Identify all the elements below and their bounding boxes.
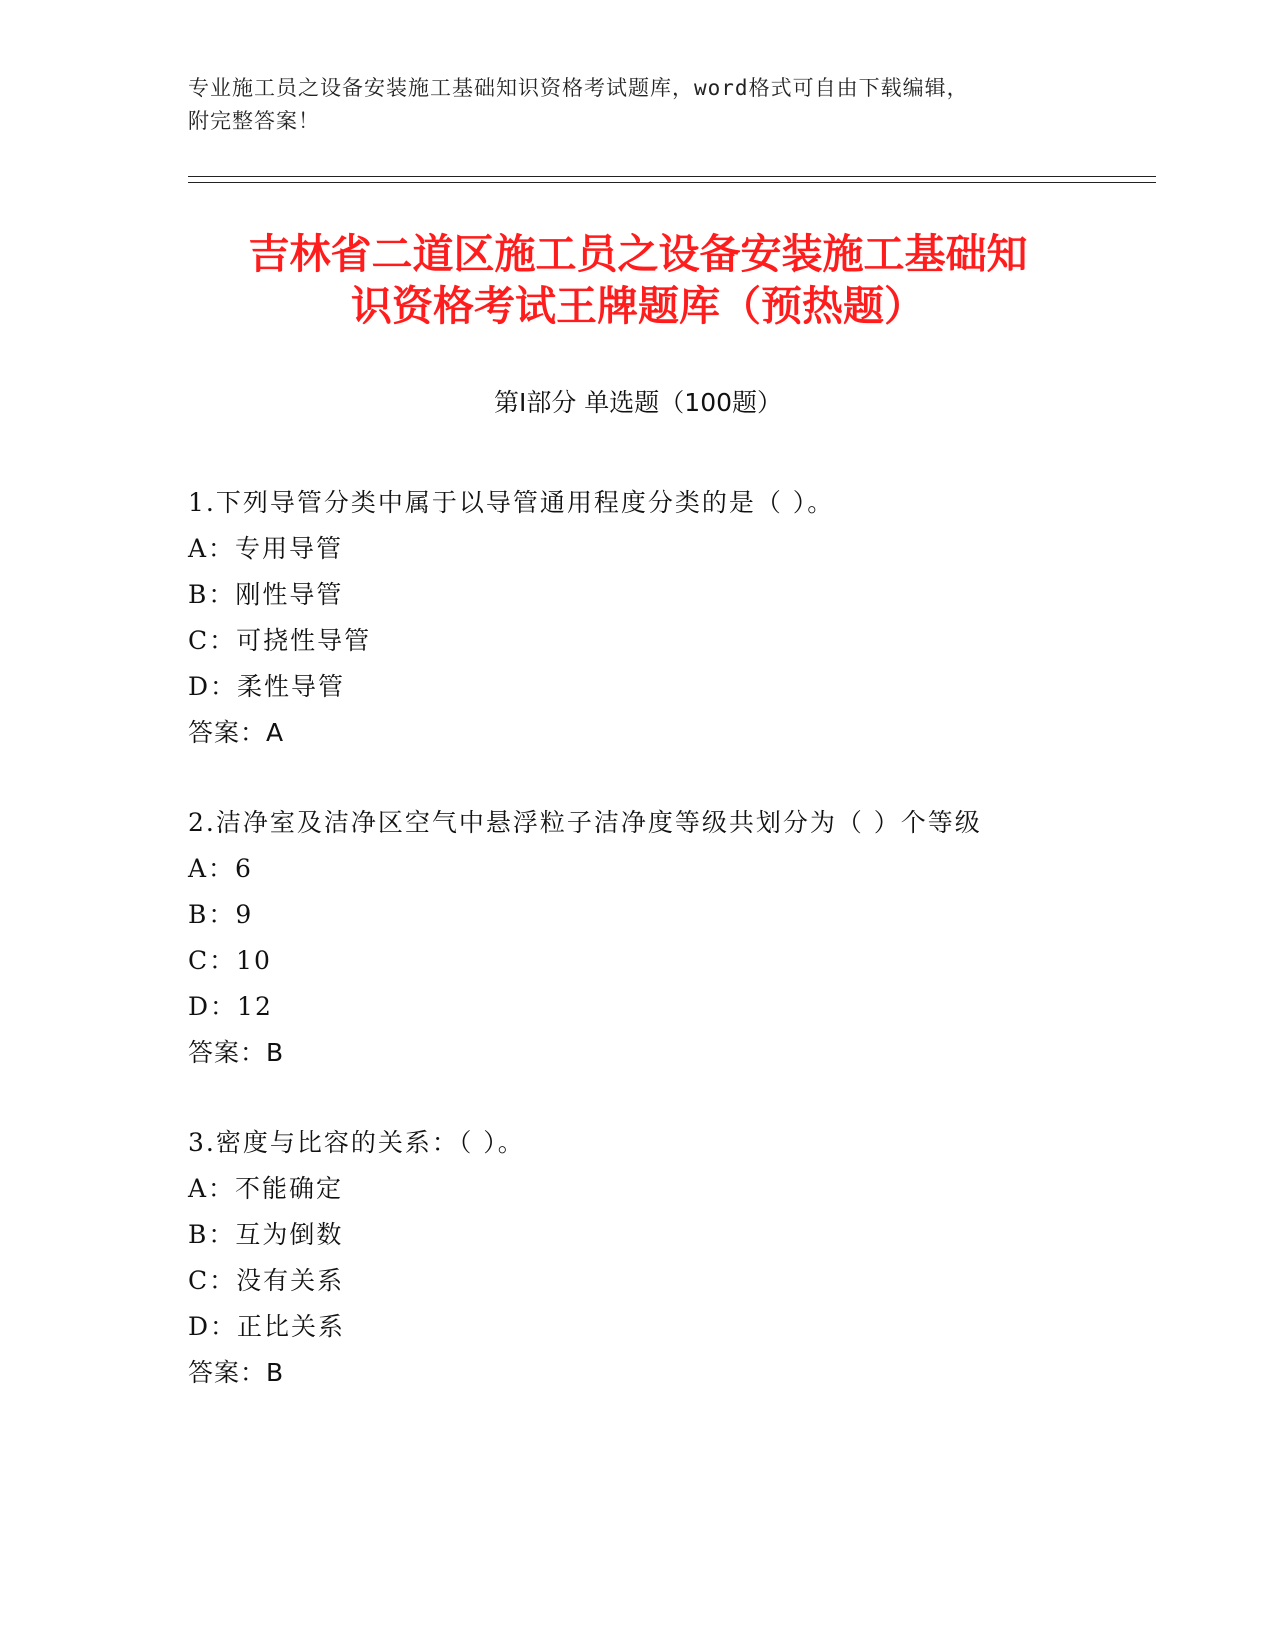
- option-b: B：互为倒数: [188, 1220, 344, 1249]
- option-a: A：不能确定: [188, 1174, 344, 1203]
- option-c: C：没有关系: [188, 1266, 345, 1295]
- header-note-line-1: 专业施工员之设备安装施工基础知识资格考试题库，word格式可自由下载编辑，: [188, 76, 969, 100]
- header-divider-bottom: [188, 182, 1156, 183]
- answer: 答案：A: [188, 718, 285, 747]
- option-d: D：柔性导管: [188, 672, 346, 701]
- option-c: C：10: [188, 946, 272, 975]
- header-divider-top: [188, 176, 1156, 177]
- document-title: [188, 228, 1088, 332]
- option-d: D：12: [188, 992, 273, 1021]
- option-b: B：9: [188, 900, 254, 929]
- header-note: [188, 72, 1088, 138]
- answer: 答案：B: [188, 1358, 285, 1387]
- document-title-line-1: 吉林省二道区施工员之设备安装施工基础知: [248, 230, 1028, 278]
- answer: 答案：B: [188, 1038, 285, 1067]
- header-note-line-2: 附完整答案！: [188, 109, 320, 133]
- option-b: B：刚性导管: [188, 580, 344, 609]
- question-stem: 3.密度与比容的关系：（ ）。: [188, 1128, 525, 1157]
- option-a: A：6: [188, 854, 253, 883]
- section-heading: 第Ⅰ部分 单选题（100题）: [493, 388, 783, 417]
- option-d: D：正比关系: [188, 1312, 346, 1341]
- question-2: [188, 800, 1148, 1076]
- question-3: [188, 1120, 1148, 1396]
- option-a: A：专用导管: [188, 534, 344, 563]
- question-1: [188, 480, 1148, 756]
- question-stem: 1.下列导管分类中属于以导管通用程度分类的是（ ）。: [188, 488, 835, 517]
- document-title-line-2: 识资格考试王牌题库（预热题）: [351, 282, 925, 330]
- option-c: C：可挠性导管: [188, 626, 372, 655]
- question-stem: 2.洁净室及洁净区空气中悬浮粒子洁净度等级共划分为（ ）个等级: [188, 808, 982, 837]
